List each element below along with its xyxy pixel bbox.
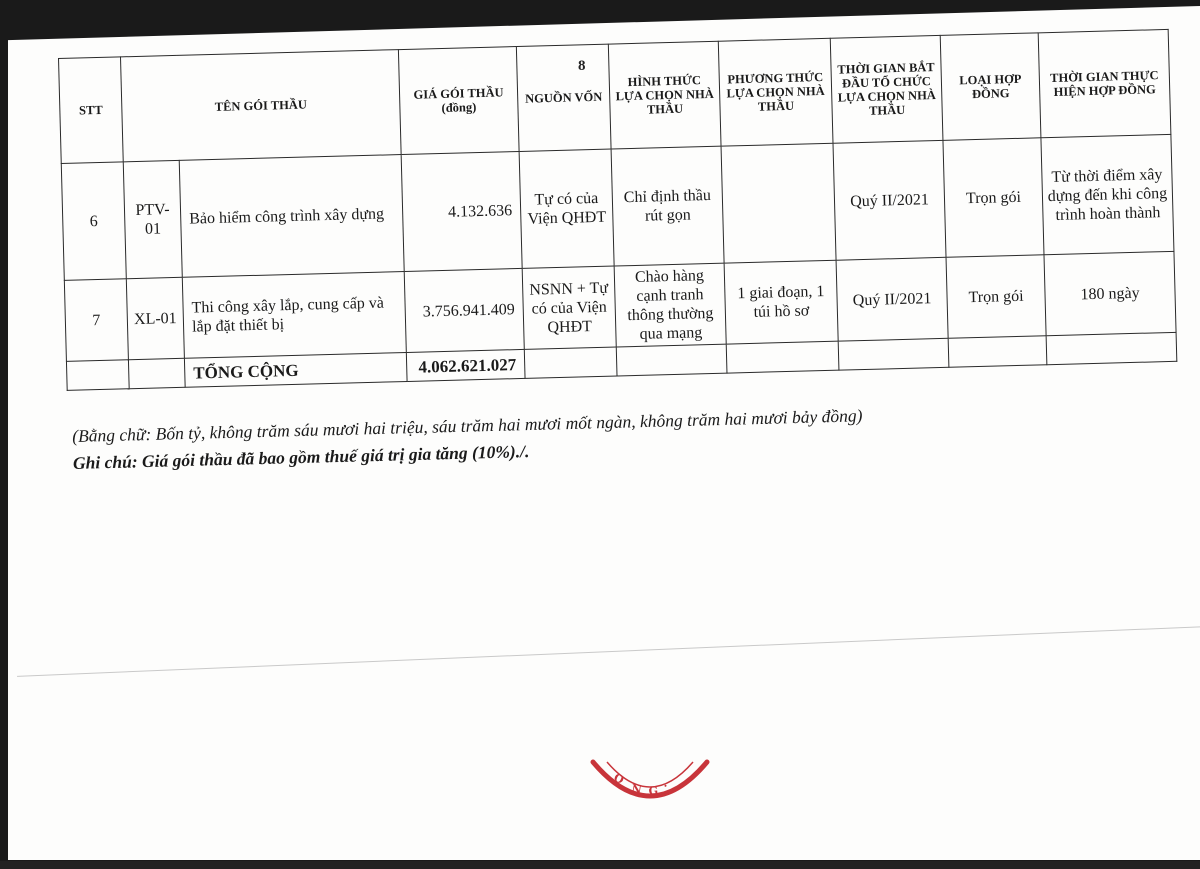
cell-start: Quý II/2021: [836, 257, 948, 341]
cell-empty: [838, 338, 949, 370]
header-thoi-gian-thuc-hien: THỜI GIAN THỰC HIỆN HỢP ĐỒNG: [1038, 29, 1171, 137]
cell-empty: [524, 347, 617, 378]
header-gia-goi-thau: GIÁ GÓI THẦU (đồng): [398, 46, 519, 154]
cell-code: XL-01: [126, 277, 184, 359]
total-label: TỔNG CỘNG: [184, 352, 407, 387]
cell-form: Chào hàng cạnh tranh thông thường qua mạng: [614, 263, 726, 347]
total-value: 4.062.621.027: [406, 349, 525, 381]
cell-empty: [1046, 332, 1177, 364]
header-phuong-thuc: PHƯƠNG THỨC LỰA CHỌN NHÀ THẦU: [718, 38, 833, 146]
bid-package-table: [58, 29, 1177, 391]
seal-stamp-icon: [585, 750, 715, 810]
header-nguon-von: NGUỒN VỐN: [516, 44, 611, 151]
page-number: 8: [578, 58, 586, 74]
cell-name: Thi công xây lắp, cung cấp và lắp đặt thiết bị: [182, 272, 406, 359]
paper-fold: [17, 626, 1200, 747]
header-loai-hop-dong: LOẠI HỢP ĐỒNG: [940, 33, 1041, 141]
cell-empty: [66, 360, 129, 391]
header-stt: STT: [59, 57, 124, 164]
cell-price: 3.756.941.409: [404, 268, 524, 352]
svg-text:·: ·: [661, 779, 670, 793]
svg-text:O: O: [611, 770, 626, 787]
cell-stt: 7: [64, 279, 128, 362]
cell-code: PTV-01: [123, 160, 182, 278]
cell-empty: [726, 341, 839, 373]
cell-empty: [948, 336, 1047, 368]
cell-start: Quý II/2021: [833, 140, 946, 260]
header-thoi-gian-bat-dau: THỜI GIAN BẮT ĐẦU TỔ CHỨC LỰA CHỌN NHÀ THẦU: [830, 35, 943, 143]
cell-contract-type: Trọn gói: [946, 255, 1046, 339]
amount-in-words: (Bằng chữ: Bốn tỷ, không trăm sáu mươi hai triệu, sáu trăm hai mươi mốt ngàn, không trăm hai mươi bảy đồng): [72, 405, 863, 446]
cell-duration: Từ thời điểm xây dựng đến khi công trình hoàn thành: [1041, 134, 1174, 254]
cell-source: Tự có của Viện QHĐT: [519, 149, 614, 268]
cell-source: NSNN + Tự có của Viện QHĐT: [522, 266, 616, 349]
cell-price: 4.132.636: [401, 151, 522, 271]
bid-table-container: [58, 29, 1176, 391]
cell-contract-type: Trọn gói: [943, 138, 1044, 258]
cell-empty: [616, 344, 727, 376]
cell-duration: 180 ngày: [1044, 251, 1176, 335]
cell-method: [721, 143, 836, 263]
scan-bottom-edge: [0, 861, 1200, 869]
cell-form: Chỉ định thầu rút gọn: [611, 146, 724, 266]
svg-text:N: N: [630, 782, 643, 797]
header-ten-goi-thau: TÊN GÓI THẦU: [120, 50, 401, 162]
svg-text:G: G: [648, 784, 659, 798]
cell-method: 1 giai đoạn, 1 túi hồ sơ: [724, 260, 838, 344]
cell-stt: 6: [61, 162, 126, 281]
cell-empty: [128, 358, 185, 388]
header-hinh-thuc: HÌNH THỨC LỰA CHỌN NHÀ THẦU: [608, 41, 721, 149]
cell-name: Bảo hiểm công trình xây dựng: [179, 155, 404, 278]
vat-remark: Ghi chú: Giá gói thầu đã bao gồm thuế giá trị gia tăng (10%)./.: [72, 441, 530, 473]
